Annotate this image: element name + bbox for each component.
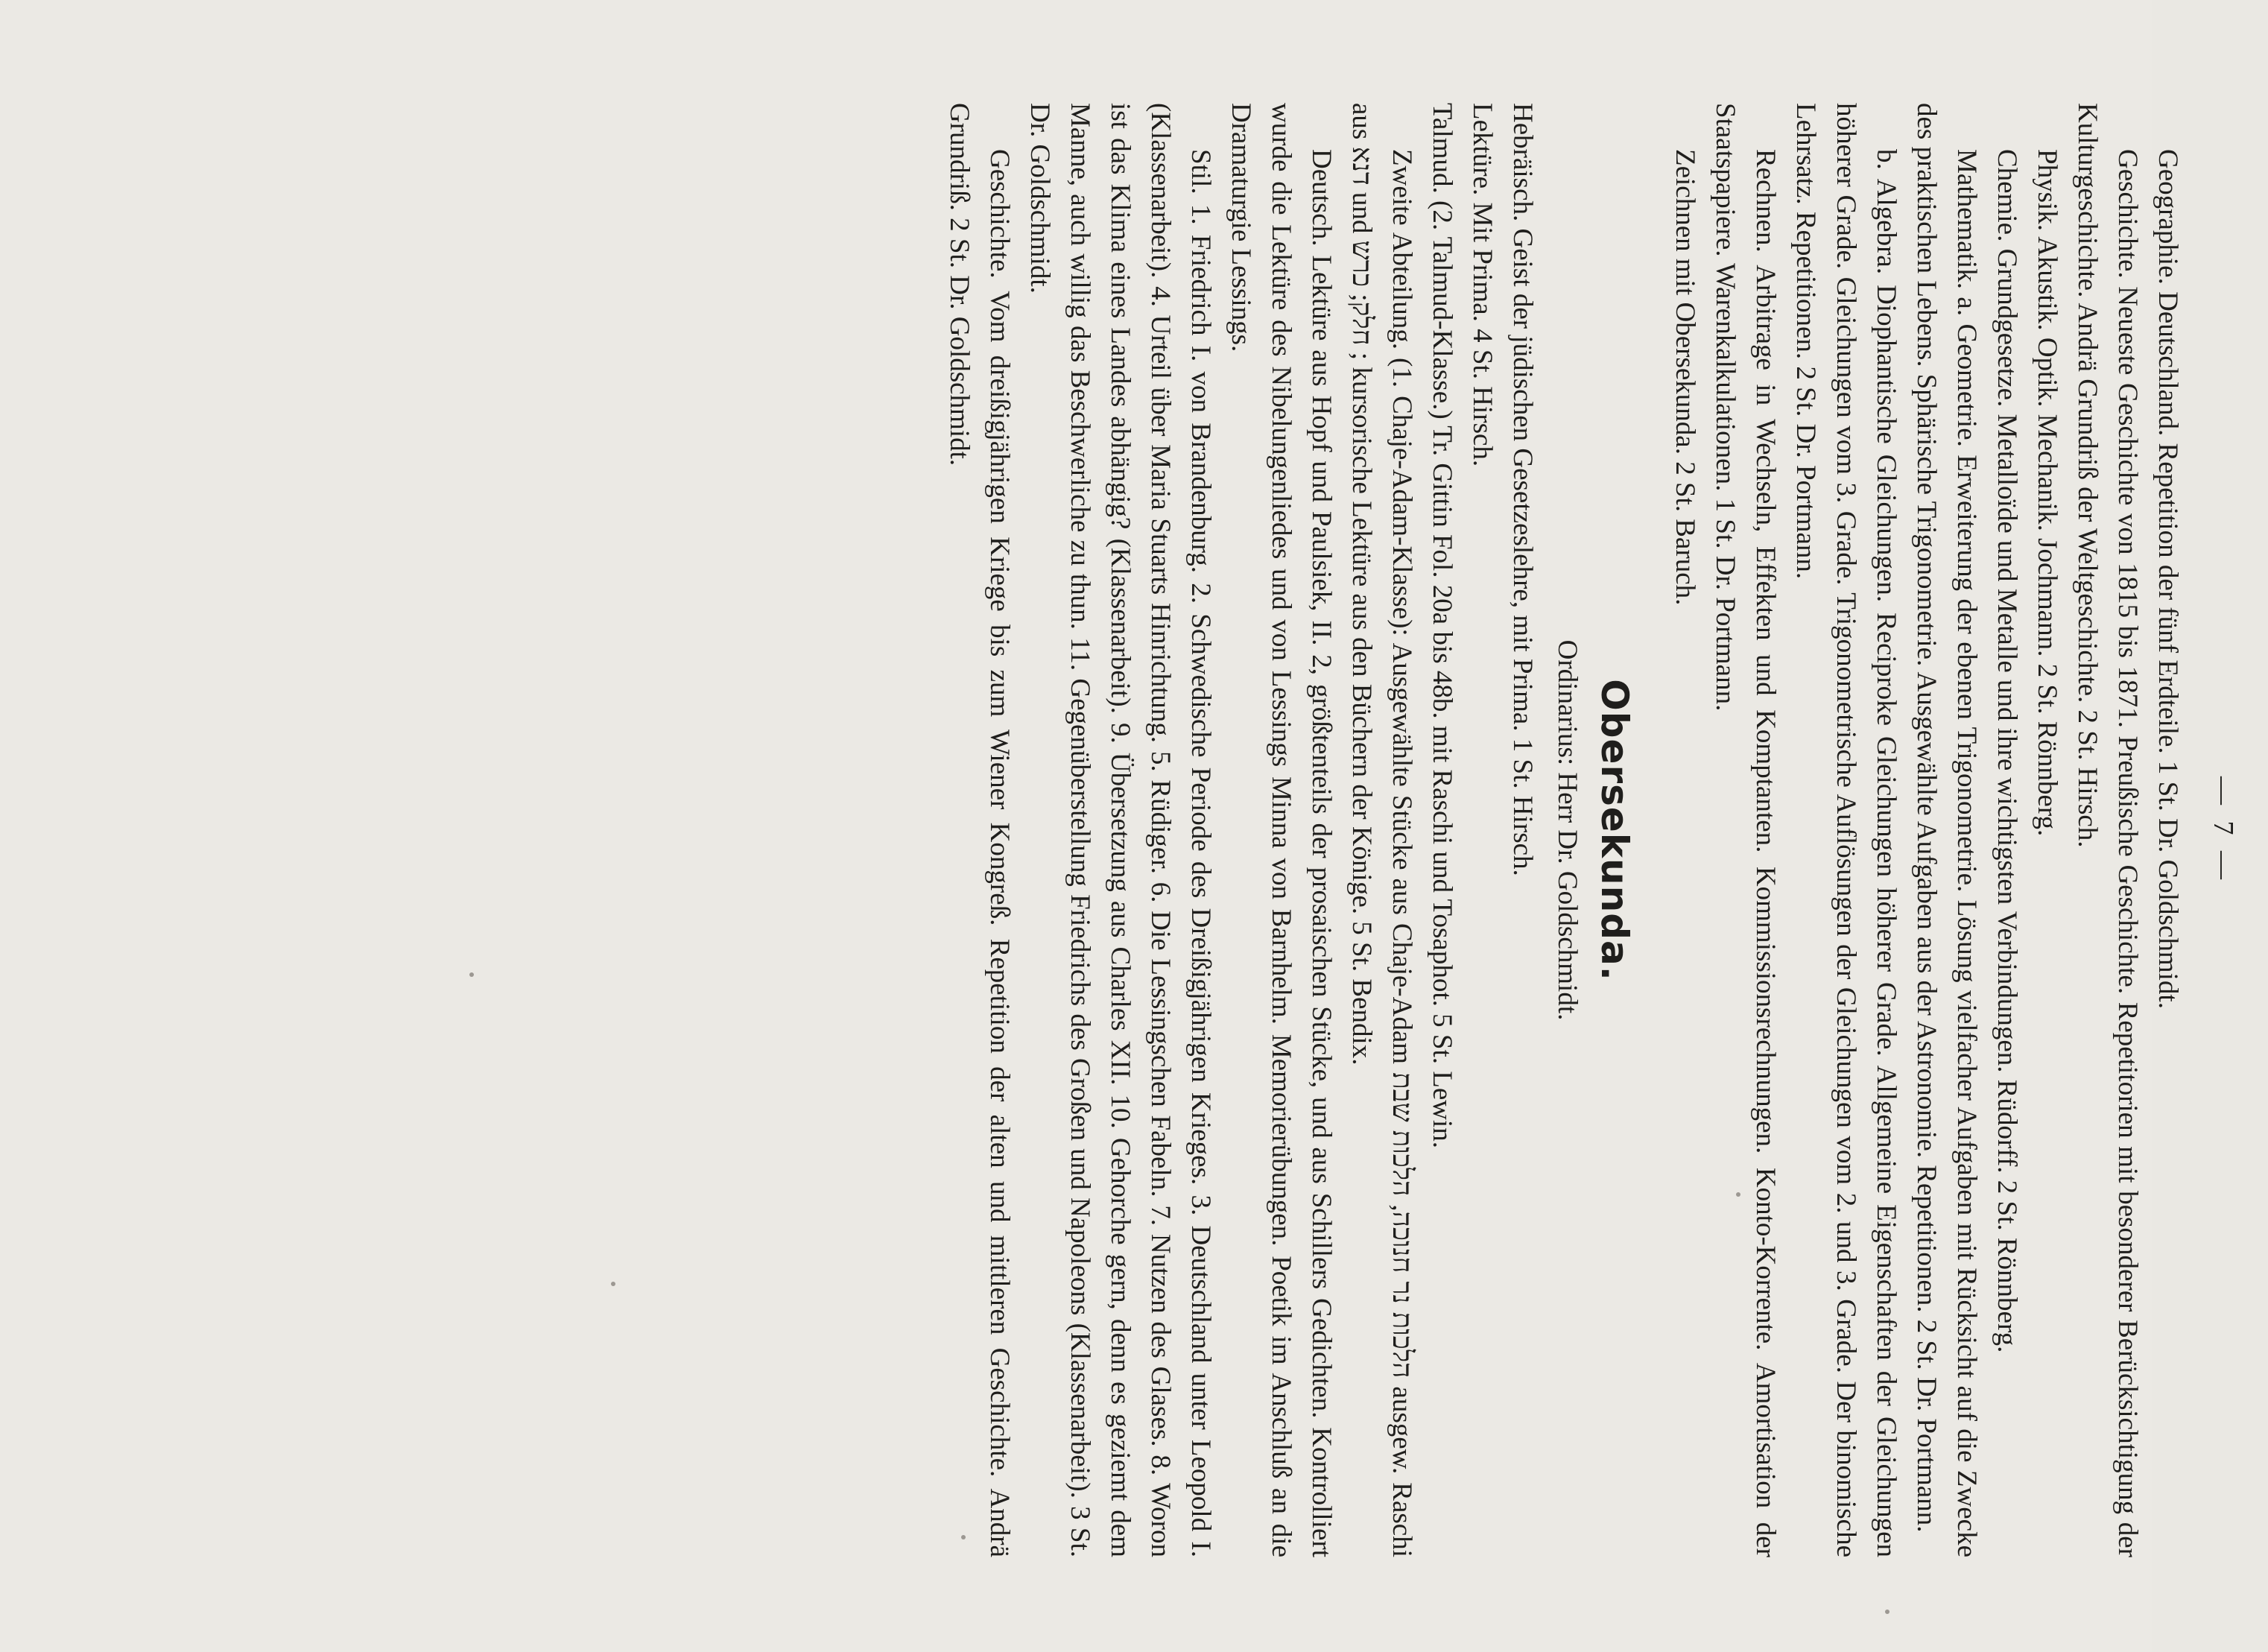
- page-number: — 7 —: [2208, 776, 2239, 884]
- paragraph-lektuere: Lektüre. Mit Prima. 4 St. Hirsch.: [1467, 103, 1498, 467]
- paragraph-stil: Stil. 1. Friedrich I. von Brandenburg. 2. Schwedische Periode des Dreißigjährigen Krieges. 3. Deutschland unter Leopold I. (Klassenarbeit). 4. Urteil über Maria Stuarts Hinrichtung. 5. Rüdiger. 6. Die Lessingschen Fabeln. 7. Nutzen des Glases. 8. Woron ist das Klima eines Landes abhängig? (Klassenarbeit). 9. Übersetzung aus Charles XII. 10. Gehorche gern, denn es geziemt dem Manne, auch willig das Beschwerliche zu thun. 11. Gegenüberstellung Friedrichs des Großen und Napoleons (Klassenarbeit). 3 St. Dr. Goldschmidt.: [1024, 103, 1216, 1557]
- paper-speck: [469, 972, 474, 977]
- paragraph-algebra: b. Algebra. Diophantische Gleichungen. Reciproke Gleichungen höherer Grade. Allgemeine Eigenschaften der Gleichungen höherer Grade. Gleichungen vom 3. Grade. Trigonometrische Auflösungen der Gleichungen vom 2. und 3. Grade. Der binomische Lehrsatz. Repetitionen. 2 St. Dr. Portmann.: [1790, 103, 1901, 1557]
- paragraph-geographie: Geographie. Deutschland. Repetition der fünf Erdteile. 1 St. Dr. Goldschmidt.: [2153, 149, 2183, 1009]
- paper-speck: [961, 1535, 966, 1539]
- paragraph-hebraeisch: Hebräisch. Geist der jüdischen Gesetzeslehre, mit Prima. 1 St. Hirsch.: [1507, 103, 1538, 876]
- paper-speck: [1885, 1610, 1890, 1614]
- paragraph-physik: Physik. Akustik. Optik. Mechanik. Jochmann. 2 St. Rönnberg.: [2032, 149, 2062, 837]
- paper-speck: [1736, 1192, 1740, 1197]
- paragraph-geschichte: Geschichte. Neueste Geschichte von 1815 bis 1871. Preußische Geschichte. Repetitorien mit besonderer Berücksichtigung der Kulturgeschichte. Andrä Grundriß der Weltgeschichte. 2 St. Hirsch.: [2072, 103, 2143, 1557]
- paragraph-deutsch: Deutsch. Lektüre aus Hopf und Paulsiek, II. 2, größtenteils der prosaischen Stücke, und aus Schillers Gedichten. Kontrolliert wurde die Lektüre des Nibelungenliedes und von Lessings Minna von Barnhelm. Memorierübungen. Poetik im Anschluß an die Dramaturgie Lessings.: [1226, 103, 1337, 1557]
- ordinarius-line: Ordinarius: Herr Dr. Goldschmidt.: [1552, 639, 1583, 1021]
- paragraph-mathematik: Mathematik. a. Geometrie. Erweiterung der ebenen Trigonometrie. Lösung vielfacher Aufgaben mit Rücksicht auf die Zwecke des praktischen Lebens. Sphärische Trigonometrie. Ausgewählte Aufgaben aus der Astronomie. Repetitionen. 2 St. Dr. Portmann.: [1911, 103, 1982, 1557]
- paragraph-chemie: Chemie. Grundgesetze. Metalloïde und Metalle und ihre wichtigsten Verbindungen. Rüdorff. 2 St. Rönnberg.: [1992, 149, 2022, 1353]
- paragraph-geschichte-2: Geschichte. Vom dreißigjährigen Kriege bis zum Wiener Kongreß. Repetition der alten und mittleren Geschichte. Andrä Grundriß. 2 St. Dr. Goldschmidt.: [944, 103, 1015, 1557]
- section-heading: Obersekunda.: [1593, 679, 1636, 981]
- rotated-text-block: [331, 66, 2268, 1586]
- paragraph-rechnen: Rechnen. Arbitrage in Wechseln, Effekten und Komptanten. Kommissionsrechnungen. Konto-Korrente. Amortisation der Staatspapiere. Warenkalkulationen. 1 St. Dr. Portmann.: [1710, 103, 1781, 1557]
- paragraph-zweite-abteilung: Zweite Abteilung. (1. Chaje-Adam-Klasse): Ausgewählte Stücke aus Chaje-Adam הלכות נר חנוכה, הלכות שבת ausgew. Raschi aus דנא und חלק; כרש ; kursorische Lektüre aus den Büchern der Könige. 5 St. Bendix.: [1346, 103, 1417, 1557]
- paragraph-talmud: Talmud. (2. Talmud-Klasse.) Tr. Gittin Fol. 20a bis 48b. mit Raschi und Tosaphot. 5 St. Lewin.: [1427, 103, 1457, 1149]
- paper-speck: [611, 1282, 615, 1286]
- paragraph-zeichnen: Zeichnen mit Obersekunda. 2 St. Baruch.: [1670, 149, 1700, 606]
